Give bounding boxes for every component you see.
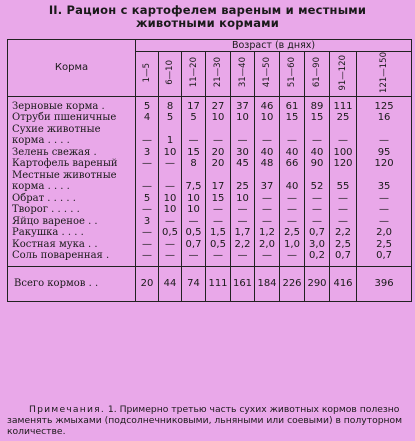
value-cell: — <box>159 216 182 228</box>
feed-name: Яйцо вареное . . <box>8 216 136 228</box>
value-cell: 90 <box>305 158 330 170</box>
value-cell: 0,7 <box>330 250 357 266</box>
value-cell <box>206 170 231 182</box>
value-cell: 0,5 <box>182 227 206 239</box>
value-cell: 37 <box>231 96 255 112</box>
feed-name: Ракушка . . . . <box>8 227 136 239</box>
value-cell: — <box>136 135 159 147</box>
table-title <box>0 4 415 30</box>
value-cell: 15 <box>305 112 330 124</box>
value-cell <box>182 124 206 136</box>
value-cell: 46 <box>255 96 280 112</box>
age-header-cell <box>231 52 255 97</box>
value-cell: — <box>255 135 280 147</box>
value-cell: — <box>206 135 231 147</box>
value-cell <box>255 170 280 182</box>
value-cell: 55 <box>330 181 357 193</box>
title-line-1: II. Рацион с картофелем вареным и местными <box>48 3 367 17</box>
feed-name: Картофель вареный <box>8 158 136 170</box>
value-cell: 125 <box>357 96 412 112</box>
value-cell: — <box>231 216 255 228</box>
value-cell <box>305 124 330 136</box>
value-cell: 66 <box>280 158 305 170</box>
age-header-label: 121—150 <box>379 52 390 93</box>
value-cell: — <box>182 250 206 266</box>
age-header-label: 6—10 <box>165 60 175 85</box>
value-cell <box>159 170 182 182</box>
value-cell: — <box>255 216 280 228</box>
feed-name: Сухие животные <box>8 124 136 136</box>
value-cell: 35 <box>357 181 412 193</box>
value-cell: — <box>136 250 159 266</box>
table-row <box>8 124 412 136</box>
value-cell: 2,2 <box>231 239 255 251</box>
table-row <box>8 147 412 159</box>
value-cell <box>357 124 412 136</box>
table-row <box>8 135 412 147</box>
age-header-cell <box>305 52 330 97</box>
feed-column-header: Корма <box>8 40 136 97</box>
value-cell: 2,0 <box>255 239 280 251</box>
value-cell: 120 <box>357 158 412 170</box>
feed-name: Зелень свежая . <box>8 147 136 159</box>
value-cell: — <box>136 227 159 239</box>
value-cell: — <box>305 193 330 205</box>
value-cell: — <box>182 135 206 147</box>
footnote <box>7 404 411 437</box>
value-cell: — <box>231 250 255 266</box>
value-cell <box>206 124 231 136</box>
value-cell: 20 <box>206 147 231 159</box>
age-header-label: 61—90 <box>312 57 322 88</box>
value-cell: 0,7 <box>305 227 330 239</box>
value-cell: 0,5 <box>159 227 182 239</box>
value-cell: 10 <box>182 193 206 205</box>
value-cell: 37 <box>255 181 280 193</box>
value-cell: — <box>330 135 357 147</box>
value-cell: 5 <box>136 96 159 112</box>
title-line-2: животными кормами <box>135 16 280 30</box>
footnote-text: 1. Примерно третью часть сухих животных кормов полезно заменять жмыхами (подсолнечниковыми, льняными или соевыми) в полуторном количестве. <box>7 404 403 437</box>
age-header-cell <box>182 52 206 97</box>
value-cell: 15 <box>182 147 206 159</box>
value-cell: 2,2 <box>330 227 357 239</box>
value-cell <box>330 170 357 182</box>
value-cell: 3 <box>136 147 159 159</box>
value-cell: — <box>255 204 280 216</box>
value-cell: 10 <box>255 112 280 124</box>
value-cell: 45 <box>231 158 255 170</box>
value-cell: 30 <box>231 147 255 159</box>
value-cell: 17 <box>206 181 231 193</box>
age-header-label: 51—60 <box>287 57 297 88</box>
value-cell: 27 <box>206 96 231 112</box>
value-cell: 0,2 <box>305 250 330 266</box>
total-label: Всего кормов . . <box>8 266 136 301</box>
age-header-label: 31—40 <box>237 57 248 88</box>
value-cell: 25 <box>231 181 255 193</box>
value-cell: 40 <box>255 147 280 159</box>
age-header-cell <box>330 52 357 97</box>
total-value-cell: 416 <box>330 266 357 301</box>
value-cell: 40 <box>280 181 305 193</box>
feed-name: корма . . . . <box>8 181 136 193</box>
value-cell: 10 <box>159 147 182 159</box>
value-cell: — <box>280 135 305 147</box>
feed-name: Соль поваренная . <box>8 250 136 266</box>
value-cell: 10 <box>159 193 182 205</box>
value-cell: 10 <box>182 204 206 216</box>
age-header-cell <box>357 52 412 97</box>
value-cell: 8 <box>159 96 182 112</box>
feed-name: Отруби пшеничные <box>8 112 136 124</box>
value-cell: 0,7 <box>182 239 206 251</box>
age-header-label: 21—30 <box>213 57 223 88</box>
value-cell: 10 <box>231 193 255 205</box>
value-cell: 2,0 <box>357 227 412 239</box>
total-value-cell: 396 <box>357 266 412 301</box>
value-cell: — <box>159 158 182 170</box>
age-header-label: 41—50 <box>262 57 272 88</box>
value-cell: 3 <box>136 216 159 228</box>
value-cell: 0,5 <box>206 239 231 251</box>
age-header-cell <box>136 52 159 97</box>
table-row <box>8 239 412 251</box>
age-header-label: 91—120 <box>338 54 348 91</box>
value-cell: — <box>330 204 357 216</box>
value-cell: 5 <box>182 112 206 124</box>
value-cell: 10 <box>159 204 182 216</box>
value-cell: — <box>280 204 305 216</box>
value-cell: 15 <box>206 193 231 205</box>
value-cell: — <box>305 216 330 228</box>
table-row <box>8 250 412 266</box>
feed-name: Костная мука . . <box>8 239 136 251</box>
value-cell: — <box>330 216 357 228</box>
value-cell: 2,5 <box>280 227 305 239</box>
value-cell: 2,5 <box>330 239 357 251</box>
value-cell: 5 <box>136 193 159 205</box>
value-cell: — <box>280 193 305 205</box>
value-cell <box>182 170 206 182</box>
value-cell <box>136 124 159 136</box>
value-cell: 20 <box>206 158 231 170</box>
value-cell: 17 <box>182 96 206 112</box>
value-cell <box>357 170 412 182</box>
value-cell: — <box>136 239 159 251</box>
value-cell: 0,7 <box>357 250 412 266</box>
value-cell <box>280 170 305 182</box>
value-cell: — <box>136 158 159 170</box>
value-cell: — <box>159 250 182 266</box>
value-cell: 1,7 <box>231 227 255 239</box>
age-header-cell <box>206 52 231 97</box>
age-group-header: Возраст (в днях) <box>136 40 412 52</box>
value-cell: — <box>305 204 330 216</box>
value-cell: 1,2 <box>255 227 280 239</box>
value-cell: 7,5 <box>182 181 206 193</box>
table-row <box>8 227 412 239</box>
total-value-cell: 74 <box>182 266 206 301</box>
total-value-cell: 226 <box>280 266 305 301</box>
value-cell: 5 <box>159 112 182 124</box>
value-cell: 3,0 <box>305 239 330 251</box>
value-cell <box>231 170 255 182</box>
value-cell <box>159 124 182 136</box>
total-value-cell: 290 <box>305 266 330 301</box>
value-cell: 15 <box>280 112 305 124</box>
value-cell: — <box>231 204 255 216</box>
total-value-cell: 111 <box>206 266 231 301</box>
value-cell: 1,0 <box>280 239 305 251</box>
age-header-cell <box>280 52 305 97</box>
value-cell: — <box>357 135 412 147</box>
table-body <box>8 96 412 266</box>
value-cell: 10 <box>206 112 231 124</box>
value-cell: 1 <box>159 135 182 147</box>
value-cell: — <box>305 135 330 147</box>
total-value-cell: 161 <box>231 266 255 301</box>
value-cell: 25 <box>330 112 357 124</box>
value-cell <box>330 124 357 136</box>
age-header-cell <box>255 52 280 97</box>
value-cell: 40 <box>280 147 305 159</box>
value-cell: — <box>330 193 357 205</box>
value-cell <box>136 170 159 182</box>
value-cell: — <box>357 204 412 216</box>
table-row <box>8 216 412 228</box>
table-row <box>8 204 412 216</box>
feed-name: Зерновые корма . <box>8 96 136 112</box>
table-row <box>8 193 412 205</box>
age-header-label: 11—20 <box>188 57 199 88</box>
table-row <box>8 96 412 112</box>
value-cell: — <box>357 216 412 228</box>
age-header-label: 1—5 <box>142 62 152 83</box>
value-cell: — <box>159 239 182 251</box>
value-cell: 4 <box>136 112 159 124</box>
age-header-cell <box>159 52 182 97</box>
value-cell: 111 <box>330 96 357 112</box>
footnote-label: Примечания. <box>29 404 105 415</box>
feed-name: Обрат . . . . . <box>8 193 136 205</box>
value-cell <box>231 124 255 136</box>
total-row <box>8 266 412 301</box>
value-cell: — <box>206 216 231 228</box>
value-cell: 95 <box>357 147 412 159</box>
total-value-cell: 184 <box>255 266 280 301</box>
value-cell: 8 <box>182 158 206 170</box>
value-cell: 10 <box>231 112 255 124</box>
ration-table <box>7 39 412 302</box>
value-cell <box>280 124 305 136</box>
value-cell: 48 <box>255 158 280 170</box>
value-cell: 61 <box>280 96 305 112</box>
value-cell: 100 <box>330 147 357 159</box>
table-row <box>8 181 412 193</box>
value-cell: 40 <box>305 147 330 159</box>
value-cell: — <box>206 204 231 216</box>
feed-name: Местные животные <box>8 170 136 182</box>
table-row <box>8 170 412 182</box>
value-cell: — <box>357 193 412 205</box>
total-value-cell: 20 <box>136 266 159 301</box>
feed-name: Творог . . . . . <box>8 204 136 216</box>
value-cell: — <box>255 250 280 266</box>
value-cell: — <box>280 250 305 266</box>
value-cell: 16 <box>357 112 412 124</box>
value-cell: — <box>182 216 206 228</box>
value-cell: — <box>206 250 231 266</box>
value-cell: 120 <box>330 158 357 170</box>
value-cell: 1,5 <box>206 227 231 239</box>
value-cell: — <box>136 181 159 193</box>
feed-name: корма . . . . <box>8 135 136 147</box>
value-cell: 89 <box>305 96 330 112</box>
value-cell: 2,5 <box>357 239 412 251</box>
value-cell: — <box>159 181 182 193</box>
value-cell: — <box>255 193 280 205</box>
total-value-cell: 44 <box>159 266 182 301</box>
value-cell: — <box>136 204 159 216</box>
value-cell <box>255 124 280 136</box>
value-cell: 52 <box>305 181 330 193</box>
table-row <box>8 158 412 170</box>
value-cell <box>305 170 330 182</box>
total-section <box>8 266 412 301</box>
table-row <box>8 112 412 124</box>
value-cell: — <box>280 216 305 228</box>
value-cell: — <box>231 135 255 147</box>
